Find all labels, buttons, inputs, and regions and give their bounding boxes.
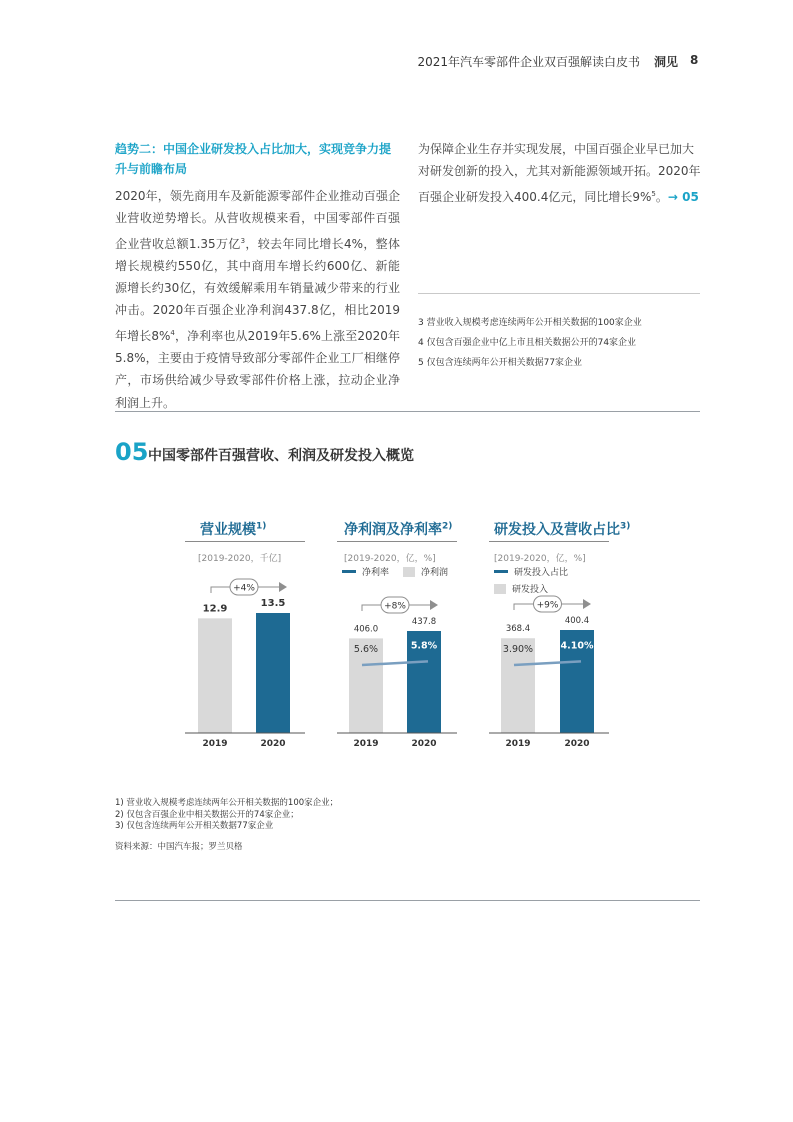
growth-label: +8%: [384, 601, 406, 612]
figure-reference-link[interactable]: → 05: [667, 189, 699, 204]
left-text-1: 2020年，领先商用车及新能源零部件企业推动百强企业营收逆势增长。从营收规模来看，中国零部件百强企业营收总额1.35万亿: [115, 189, 400, 251]
growth-label: +9%: [536, 600, 559, 611]
footnote-5: 5 仅包含连续两年公开相关数据77家企业: [418, 358, 583, 368]
bottom-divider: [115, 900, 700, 901]
footnote-ref-3: 3: [240, 236, 246, 245]
ratio-label: 4.10%: [560, 640, 594, 652]
x-tick-label: 2019: [202, 739, 228, 749]
figure-note-1: 1) 营业收入规模考虑连续两年公开相关数据的100家企业；: [115, 798, 339, 808]
footnote-3: 3 营业收入规模考虑连续两年公开相关数据的100家企业: [418, 318, 642, 328]
source-note: 资料来源：中国汽车报；罗兰贝格: [115, 842, 243, 852]
bar-value-label: 437.8: [411, 617, 437, 627]
figure-notes: [115, 798, 515, 833]
brand-name: 洞见: [654, 55, 679, 69]
ratio-label: 5.8%: [410, 640, 438, 652]
panel-title-profit: 净利润及净利率$^{2)}$: [344, 521, 453, 538]
legend-label-rd-ratio: 研发投入占比: [514, 568, 569, 578]
document-title: 2021年汽车零部件企业双百强解读白皮书: [417, 55, 640, 69]
legend-label-rd: 研发投入: [512, 585, 549, 595]
growth-label: +4%: [233, 583, 255, 594]
trend-heading: 趋势二：中国企业研发投入占比加大，实现竞争力提升与前瞻布局: [115, 142, 392, 176]
panel-title-rd: 研发投入及营收占比$^{3)}$: [494, 521, 631, 538]
legend-label-profit: 净利润: [421, 568, 449, 578]
footnote-ref-5: 5: [651, 189, 656, 198]
right-text-1: 为保障企业生存并实现发展，中国百强企业早已加大对研发创新的投入，尤其对新能源领域开拓。2020年百强企业研发投入400.4亿元，同比增长9%: [418, 142, 701, 204]
page-number: 8: [690, 53, 699, 67]
x-tick-label: 2020: [564, 739, 590, 749]
bar-value-label: 400.4: [564, 616, 590, 626]
bar-2020: [256, 613, 290, 733]
section-number: 05: [115, 438, 149, 466]
x-tick-label: 2020: [411, 739, 437, 749]
bar-value-label: 13.5: [260, 598, 286, 609]
x-tick-label: 2020: [260, 739, 286, 749]
x-tick-label: 2019: [353, 739, 379, 749]
figure-note-2: 2) 仅包含百强企业中相关数据公开的74家企业；: [115, 809, 299, 820]
ratio-label: 3.90%: [502, 644, 534, 655]
ratio-label: 5.6%: [353, 644, 379, 655]
panel-unit-rd: [2019-2020，亿，%]: [494, 554, 586, 564]
legend-label-margin: 净利率: [362, 568, 390, 578]
x-tick-label: 2019: [505, 739, 531, 749]
footnote-4: 4 仅包含百强企业中亿上市且相关数据公开的74家企业: [418, 338, 637, 348]
panel-unit-revenue: [2019-2020，千亿]: [198, 554, 282, 564]
right-text-2: 。: [655, 189, 668, 204]
bar-2019: [198, 618, 232, 733]
footnote-ref-4: 4: [170, 328, 175, 337]
panel-title-revenue: 营业规模$^{1)}$: [200, 521, 267, 538]
left-text-2: ，较去年同比增长4%，整体增长规模约550亿，其中商用车增长约600亿、新能源增长约30亿，有效缓解乘用车销量减少带来的行业冲击。2020年百强企业净利润437.8亿，相比2019年增长8%: [115, 236, 400, 343]
charts-layer: [185, 579, 609, 749]
bar-value-label: 406.0: [353, 624, 379, 635]
left-text-3: ，净利率也从2019年5.6%上涨至2020年5.8%，主要由于疫情导致部分零部件企业工厂相继停产，市场供给减少导致零部件价格上涨，拉动企业净利润上升。: [115, 328, 400, 410]
bar-value-label: 12.9: [202, 603, 228, 615]
section-title: 中国零部件百强营收、利润及研发投入概览: [148, 448, 414, 464]
panel-unit-profit: [2019-2020，亿，%]: [344, 554, 436, 564]
bar-value-label: 368.4: [505, 624, 531, 635]
figure-note-3: 3) 仅包含连续两年公开相关数据77家企业: [115, 821, 274, 831]
